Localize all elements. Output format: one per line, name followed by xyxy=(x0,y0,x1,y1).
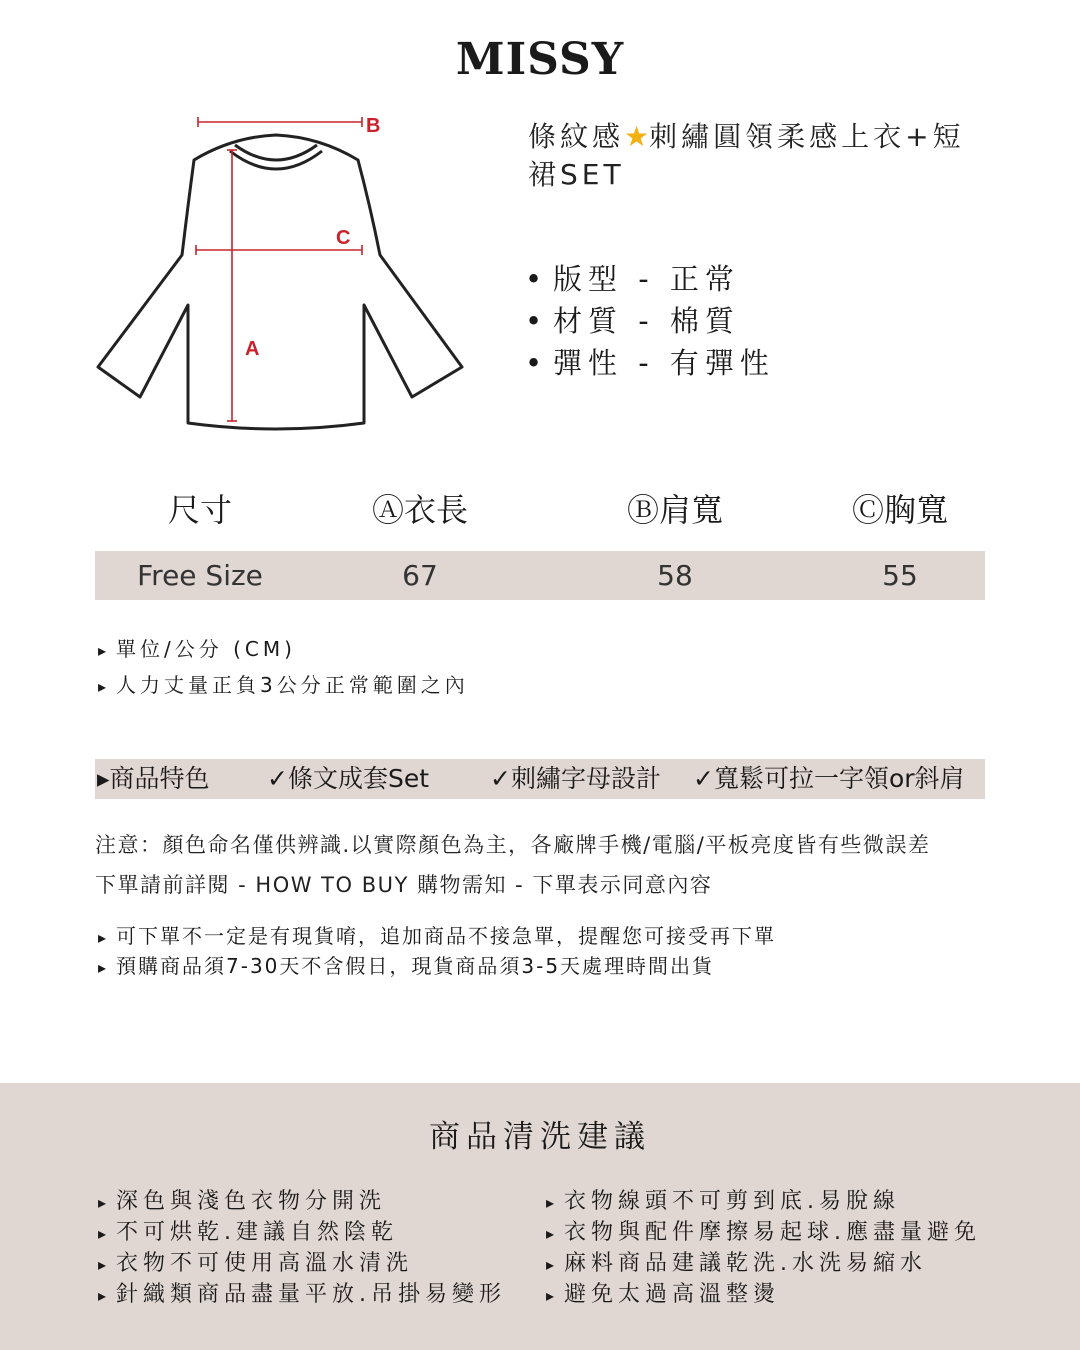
wash-title: 商品清洗建議 xyxy=(429,1119,651,1155)
feature-item: ✓條文成套Set xyxy=(267,764,429,793)
preorder-line-1: ▸ 可下單不一定是有現貨唷，追加商品不接急單，提醒您可接受再下單 xyxy=(98,922,776,952)
spec-item-material: • 材質 - 棉質 xyxy=(525,300,775,342)
label-a: A xyxy=(245,338,260,360)
product-title xyxy=(520,118,1028,194)
notice-line-2: 下單請前詳閱 - HOW TO BUY 購物需知 - 下單表示同意內容 xyxy=(95,873,713,897)
title-part-2: 刺繡圓領柔感上衣+短 xyxy=(649,120,965,153)
spec-item-elasticity: • 彈性 - 有彈性 xyxy=(525,342,775,384)
cell-shoulder: 58 xyxy=(657,559,693,592)
header-length: Ⓐ衣長 xyxy=(371,491,469,529)
features-label: ▸商品特色 xyxy=(97,764,210,793)
preorder-line-2: ▸ 預購商品須7-30天不含假日，現貨商品須3-5天處理時間出貨 xyxy=(98,952,776,982)
title-part-1: 條紋感 xyxy=(528,120,625,153)
spec-item-fit: • 版型 - 正常 xyxy=(525,258,775,300)
measurement-lines xyxy=(196,117,362,421)
spec-list xyxy=(525,258,775,384)
list-item: ▸ 避免太過高溫整燙 xyxy=(546,1280,981,1311)
list-item: ▸ 衣物線頭不可剪到底.易脫線 xyxy=(546,1187,981,1218)
shirt-outline xyxy=(98,135,462,429)
cell-chest: 55 xyxy=(882,559,918,592)
list-item: ▸ 深色與淺色衣物分開洗 xyxy=(98,1187,506,1218)
title-line-2: 裙SET xyxy=(528,158,625,191)
list-item: ▸ 麻料商品建議乾洗.水洗易縮水 xyxy=(546,1249,981,1280)
size-table-header xyxy=(95,485,985,535)
preorder-info xyxy=(98,922,776,982)
note-tolerance: ▸ 人力丈量正負3公分正常範圍之內 xyxy=(98,668,469,704)
cell-length: 67 xyxy=(402,559,438,592)
size-table xyxy=(95,485,985,600)
wash-list-right xyxy=(546,1187,981,1311)
list-item: ▸ 針織類商品盡量平放.吊掛易變形 xyxy=(98,1280,506,1311)
list-item: ▸ 衣物與配件摩擦易起球.應盡量避免 xyxy=(546,1218,981,1249)
header-shoulder: Ⓑ肩寬 xyxy=(626,491,724,529)
header-chest: Ⓒ胸寬 xyxy=(851,491,949,529)
features-bar xyxy=(95,759,985,799)
measurement-notes xyxy=(98,632,469,704)
table-row xyxy=(95,551,985,600)
feature-item: ✓寬鬆可拉一字領or斜肩 xyxy=(693,764,965,793)
header-size: 尺寸 xyxy=(167,491,233,529)
list-item: ▸ 衣物不可使用高溫水清洗 xyxy=(98,1249,506,1280)
color-notice xyxy=(95,825,930,905)
notice-line-1: 注意：顏色命名僅供辨識.以實際顏色為主，各廠牌手機/電腦/平板亮度皆有些微誤差 xyxy=(95,833,931,857)
brand-logo: MISSY xyxy=(455,34,625,85)
star-icon: ★ xyxy=(624,120,650,153)
label-b: B xyxy=(366,115,381,137)
list-item: ▸ 不可烘乾.建議自然陰乾 xyxy=(98,1218,506,1249)
label-c: C xyxy=(336,227,351,249)
wash-list-left xyxy=(98,1187,506,1311)
garment-measurement-diagram xyxy=(90,105,480,435)
feature-item: ✓刺繡字母設計 xyxy=(490,764,661,793)
note-unit: ▸ 單位/公分 (CM) xyxy=(98,632,469,668)
wash-instructions-section xyxy=(0,1083,1080,1350)
cell-size: Free Size xyxy=(137,559,263,592)
